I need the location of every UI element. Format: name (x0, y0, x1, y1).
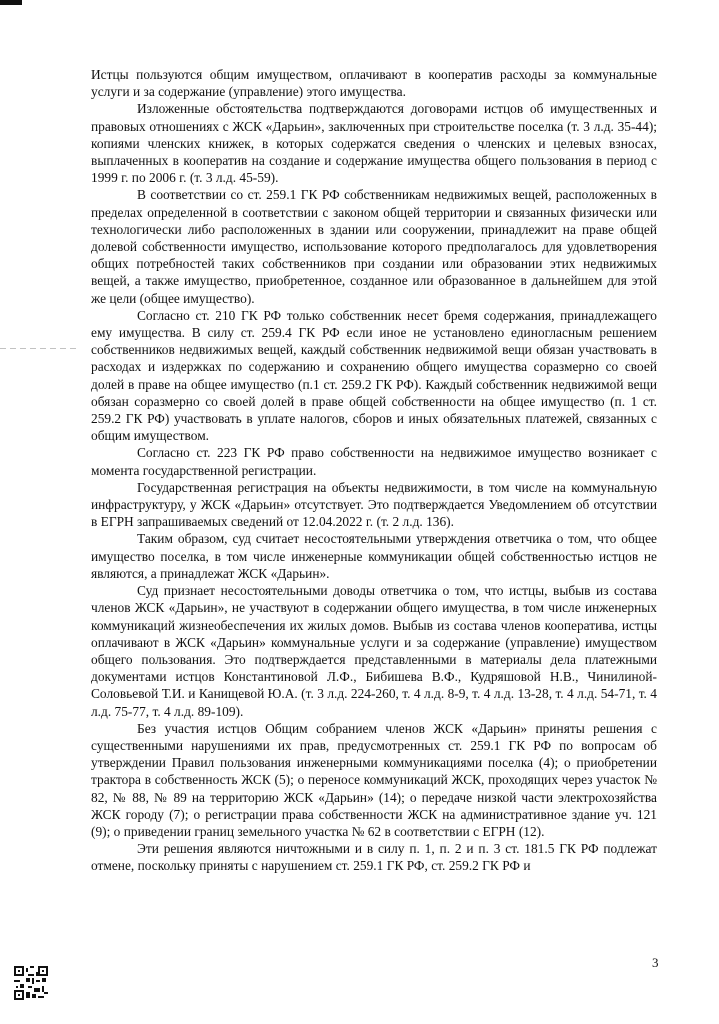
paragraph-4: Согласно ст. 210 ГК РФ только собственник несет бремя содержания, принадлежащего ему имущества. В силу ст. 259.4 ГК РФ если иное не установлено единогласным решением собственников недвижимых вещей, каждый собственник недвижимой вещи обязан участвовать в расходах и издержках по содержанию и сохранению общего имущества соразмерно со своей долей в праве на общее имущество (п.1 ст. 259.2 ГК РФ). Каждый собственник недвижимой вещи обязан соразмерно со своей долей в праве общей собственности на общее имущество (п. 1 ст. 259.2 ГК РФ) участвовать в уплате налогов, сборов и иных обязательных платежей, связанных с общим имуществом. (91, 307, 657, 444)
paragraph-7: Таким образом, суд считает несостоятельными утверждения ответчика о том, что общее имущество поселка, в том числе инженерные коммуникации общей собственностью истцов не являются, а принадлежат ЖСК «Дарьин». (91, 531, 657, 581)
paragraph-2: Изложенные обстоятельства подтверждаются договорами истцов об имущественных и правовых отношениях с ЖСК «Дарьин», заключенных при строительстве поселка (т. 3 л.д. 35-44); копиями членских книжек, в которых содержатся сведения о членских и целевых взносах, выплаченных в кооператив на создание и содержание имущества общего пользования в период с 1999 г. по 2006 г. (т. 3 л.д. 45-59). (91, 101, 657, 186)
page-number: 3 (652, 955, 659, 970)
paragraph-8: Суд признает несостоятельными доводы ответчика о том, что истцы, выбыв из состава членов ЖСК «Дарьин», не участвуют в содержании общего имущества, в том числе инженерных коммуникаций жизнеобеспечения их жилых домов. Выбыв из состава членов кооператива, истцы оплачивают в ЖСК «Дарьин» коммунальные услуги и за содержание (управление) имуществом общего пользования. Это подтверждается представленными в материалы дела платежными документами истцов Константиновой Л.Ф., Бибишева В.Ф., Кудряшовой Н.В., Чинилиной-Соловьевой Т.И. и Канищевой Ю.А. (т. 3 л.д. 224-260, т. 4 л.д. 8-9, т. 4 л.д. 13-28, т. 4 л.д. 54-71, т. 4 л.д. 75-77, т. 4 л.д. 89-109). (91, 583, 657, 719)
paragraph-5: Согласно ст. 223 ГК РФ право собственности на недвижимое имущество возникает с момента государственной регистрации. (91, 445, 657, 478)
scan-artifact-line (0, 348, 80, 349)
document-body (91, 66, 657, 875)
scan-corner-mark (0, 0, 22, 5)
paragraph-3: В соответствии со ст. 259.1 ГК РФ собственникам недвижимых вещей, расположенных в пределах определенной в соответствии с законом общей территории и связанных физически или технологически либо расположенных в здании или сооружении, принадлежит на праве общей долевой собственности имущество, использование которого предполагалось для удовлетворения общих потребностей таких собственников при создании или образовании этих недвижимых вещей, а также имущество, приобретенное, созданное или образованное в дальнейшем для этой же цели (общее имущество). (91, 187, 657, 306)
paragraph-6: Государственная регистрация на объекты недвижимости, в том числе на коммунальную инфраструктуру, у ЖСК «Дарьин» отсутствует. Это подтверждается Уведомлением об отсутствии в ЕГРН запрашиваемых сведений от 12.04.2022 г. (т. 2 л.д. 136). (91, 479, 657, 530)
paragraph-1: Истцы пользуются общим имуществом, оплачивают в кооператив расходы за коммунальные услуги и за содержание (управление) этого имущества. (91, 67, 657, 100)
qr-code-icon (14, 966, 48, 1000)
paragraph-10: Эти решения являются ничтожными и в силу п. 1, п. 2 и п. 3 ст. 181.5 ГК РФ подлежат отмене, поскольку приняты с нарушением ст. 259.1 ГК РФ, ст. 259.2 ГК РФ и (91, 841, 657, 874)
paragraph-9: Без участия истцов Общим собранием членов ЖСК «Дарьин» приняты решения с существенными нарушениями их прав, предусмотренных ст. 259.1 ГК РФ по вопросам об утверждении Правил пользования инженерными коммуникациями поселка (4); о приобретении трактора в собственность ЖСК (5); о переносе коммуникаций ЖСК, проходящих через участок № 82, № 88, № 89 на территорию ЖСК «Дарьин» (14); о передаче низкой части электрохозяйства ЖСК городу (7); о регистрации права собственности ЖСК на административное здание уч. 121 (9); о приведении границ земельного участка № 62 в соответствии с ЕГРН (12). (91, 720, 657, 839)
